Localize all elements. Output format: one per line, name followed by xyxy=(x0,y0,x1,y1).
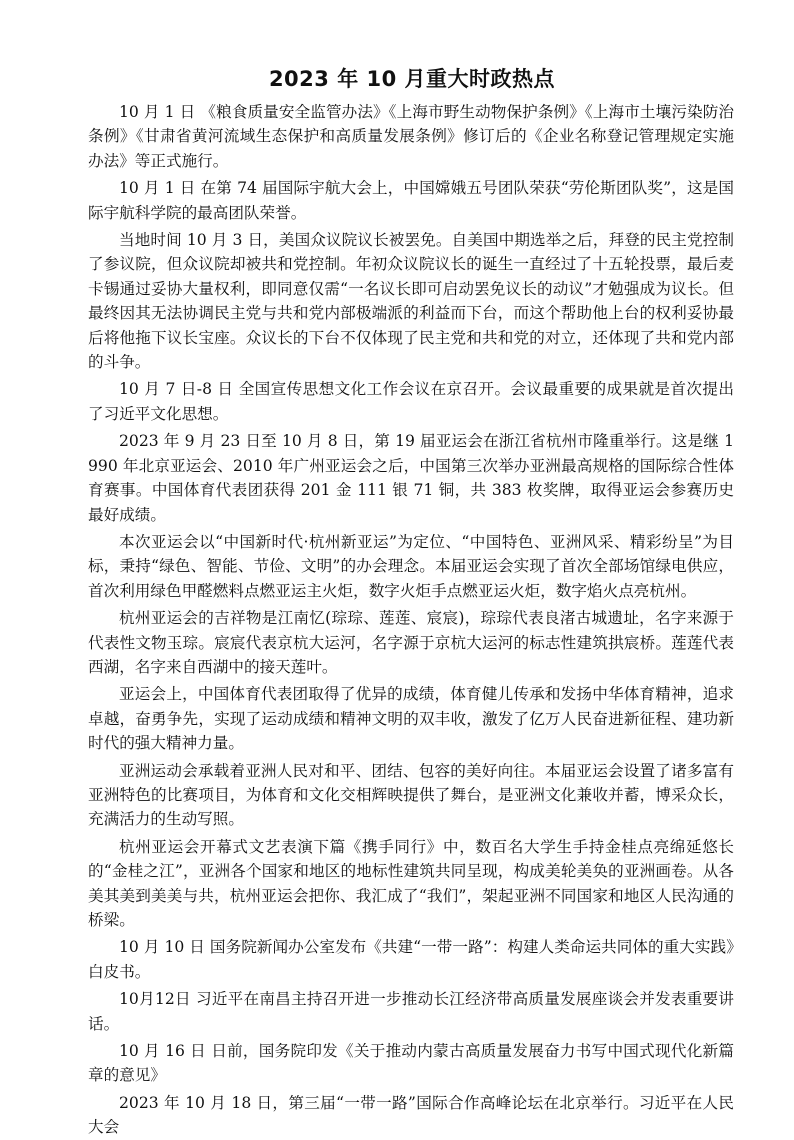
paragraph-12: 10月12日 习近平在南昌主持召开进一步推动长江经济带高质量发展座谈会并发表重要讲话。 xyxy=(88,990,734,1033)
paragraph-1: 10 月 1 日 《粮食质量安全监管办法》《上海市野生动物保护条例》《上海市土壤污染防治条例》《甘肃省黄河流域生态保护和高质量发展条例》修订后的《企业名称登记管理规定实施办法》等正式施行。 xyxy=(88,103,734,170)
paragraph-14: 2023 年 10 月 18 日，第三届“一带一路”国际合作高峰论坛在北京举行。习近平在人民大会 xyxy=(88,1093,734,1137)
paragraph-7: 杭州亚运会的吉祥物是江南忆(琮琮、莲莲、宸宸)，琮琮代表良渚古城遗址，名字来源于代表性文物玉琮。宸宸代表京杭大运河，名字源于京杭大运河的标志性建筑拱宸桥。莲莲代表西湖，名字来自西湖中的接天莲叶。 xyxy=(88,609,734,676)
paragraph-13: 10 月 16 日 日前，国务院印发《关于推动内蒙古高质量发展奋力书写中国式现代化新篇章的意见》 xyxy=(88,1042,734,1085)
paragraph-5: 2023 年 9 月 23 日至 10 月 8 日，第 19 届亚运会在浙江省杭州市隆重举行。这是继 1990 年北京亚运会、2010 年广州亚运会之后，中国第三次举办亚洲最高规格的国际综合性体育赛事。中国体育代表团获得 201 金 111 银 71 铜，共 383 枚奖牌，取得亚运会参赛历史最好成绩。 xyxy=(88,432,734,524)
paragraph-3: 当地时间 10 月 3 日，美国众议院议长被罢免。自美国中期选举之后，拜登的民主党控制了参议院，但众议院却被共和党控制。年初众议院议长的诞生一直经过了十五轮投票，最后麦卡锡通过妥协大量权利，即同意仅需“一名议长即可启动罢免议长的动议”才勉强成为议长。但最终因其无法协调民主党与共和党内部极端派的利益而下台，而这个帮助他上台的权利妥协最后将他拖下议长宝座。众议长的下台不仅体现了民主党和共和党的对立，还体现了共和党内部的斗争。 xyxy=(88,231,734,372)
paragraph-9: 亚洲运动会承载着亚洲人民对和平、团结、包容的美好向往。本届亚运会设置了诸多富有亚洲特色的比赛项目，为体育和文化交相辉映提供了舞台，是亚洲文化兼收并蓄，博采众长，充满活力的生动写照。 xyxy=(88,761,734,829)
paragraph-2: 10 月 1 日 在第 74 届国际宇航大会上，中国嫦娥五号团队荣获“劳伦斯团队奖”，这是国际宇航科学院的最高团队荣誉。 xyxy=(88,179,734,222)
paragraph-4: 10 月 7 日-8 日 全国宣传思想文化工作会议在京召开。会议最重要的成果就是首次提出了习近平文化思想。 xyxy=(88,380,734,423)
document-title: 2023 年 10 月重大时政热点 xyxy=(268,67,556,91)
paragraph-8: 亚运会上，中国体育代表团取得了优异的成绩，体育健儿传承和发扬中华体育精神，追求卓越，奋勇争先，实现了运动成绩和精神文明的双丰收，激发了亿万人民奋进新征程、建功新时代的强大精神力量。 xyxy=(88,685,734,753)
paragraph-6: 本次亚运会以“中国新时代·杭州新亚运”为定位、“中国特色、亚洲风采、精彩纷呈”为目标，秉持“绿色、智能、节俭、文明”的办会理念。本届亚运会实现了首次全部场馆绿电供应，首次利用绿色甲醛燃料点燃亚运主火炬，数字火炬手点燃亚运火炬，数字焰火点亮杭州。 xyxy=(88,532,734,600)
paragraph-10: 杭州亚运会开幕式文艺表演下篇《携手同行》中，数百名大学生手持金桂点亮绵延悠长的“金桂之江”，亚洲各个国家和地区的地标性建筑共同呈现，构成美轮美奂的亚洲画卷。从各美其美到美美与共，杭州亚运会把你、我汇成了“我们”，架起亚洲不同国家和地区人民沟通的桥梁。 xyxy=(88,837,734,929)
paragraph-11: 10 月 10 日 国务院新闻办公室发布《共建“一带一路”：构建人类命运共同体的重大实践》白皮书。 xyxy=(88,938,734,981)
